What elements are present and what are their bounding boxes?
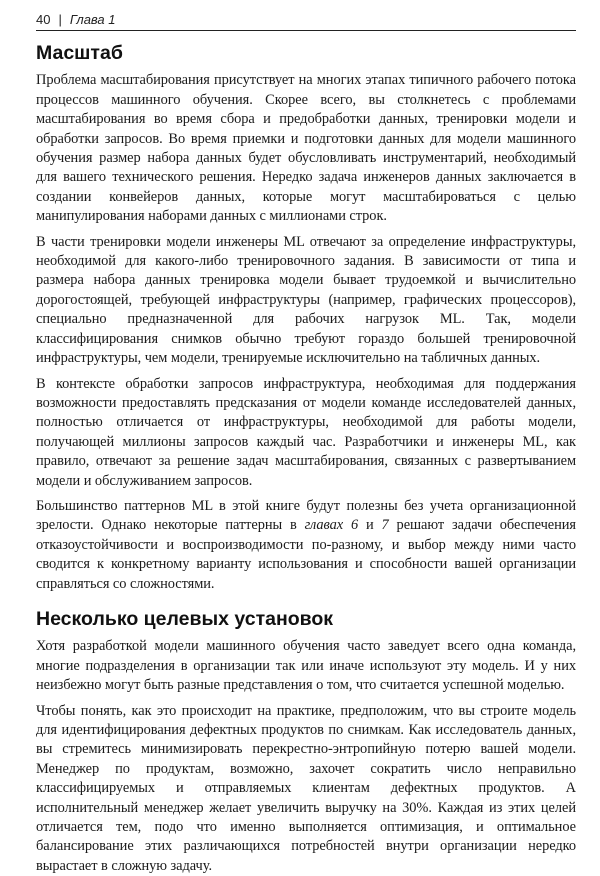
paragraph-objectives-2: Чтобы понять, как это происходит на практике, предположим, что вы строите модель для идентифицирования дефектных продуктов по снимкам. Как исследователь данных, вы стремитесь минимизировать перекрестно-энтропийную потерю вашей модели. Менеджер по продуктам, возможно, захочет сократить число неправильно классифицируемых и отправляемых клиентам дефектных продуктов. А исполнительный менеджер желает увеличить выручку на 30%. Каждая из этих целей отличается тем, подо что именно выполняется оптимизация, и оптимальное балансирование этих различающихся потребностей внутри организации нередко вырастает в сложную задачу.: [36, 702, 576, 874]
running-header: [36, 12, 576, 31]
chapter-reference-7: 7: [381, 517, 389, 534]
paragraph-text: решают задачи обеспечения отказоустойчивости и воспроизводимости по-разному, и выбор между ними часто сводится к конкретному варианту использования и способности вашей организации справляться со сложностями.: [36, 517, 576, 592]
chapter-reference-6: главах 6: [304, 517, 359, 534]
paragraph-text: Большинство паттернов ML в этой книге будут полезны без учета организационной зрелости. Однако некоторые паттерны в: [36, 497, 576, 534]
section-title-scale: Масштаб: [36, 42, 123, 64]
paragraph-scale-4: [36, 497, 576, 594]
section-title-multiple-objectives: Несколько целевых установок: [36, 607, 334, 630]
header-separator: |: [58, 12, 62, 27]
paragraph-objectives-1: Хотя разработкой модели машинного обучения часто заведует всего одна команда, многие подразделения в организации так или иначе используют эту модель. И у них неизбежно могут быть разные представления о том, что считается успешной моделью.: [36, 638, 576, 694]
chapter-label: Глава 1: [69, 12, 116, 27]
paragraph-scale-1: Проблема масштабирования присутствует на многих этапах типичного рабочего потока процессов машинного обучения. Скорее всего, вы столкнетесь с проблемами масштабирования во время сбора и предобработки данных, тренировки модели и обработки запросов. Во время приемки и подготовки данных для модели машинного обучения размер набора данных будет обусловливать инструментарий, необходимый для вашего технического решения. Нередко задача инженеров данных заключается в создании конвейеров данных, которые могут масштабироваться с целью манипулирования наборами данных с миллионами строк.: [36, 72, 576, 225]
paragraph-scale-2: В части тренировки модели инженеры ML отвечают за определение инфраструктуры, необходимой для какого-либо тренировочного задания. В зависимости от типа и размера набора данных тренировка модели бывает трудоемкой и вычислительно дорогостоящей, требующей инфраструктуры (например, графических процессоров), специально предназначенной для рабочих нагрузок ML. Так, модели классифицирования снимков обычно требуют гораздо большей тренировочной инфраструктуры, чем модели, тренируемые исключительно на табличных данных.: [36, 233, 576, 367]
paragraph-scale-3: В контексте обработки запросов инфраструктура, необходимая для поддержания возможности предоставлять предсказания от модели команде исследователей данных, полностью отличается от инфраструктуры, необходимой для работы модели, получающей миллионы запросов каждый час. Разработчики и инженеры ML, как правило, отвечают за решение задач масштабирования, связанных с развертыванием модели и обслуживанием запросов.: [36, 375, 576, 489]
paragraph-text: и: [358, 517, 382, 534]
page-number: 40: [36, 12, 51, 27]
